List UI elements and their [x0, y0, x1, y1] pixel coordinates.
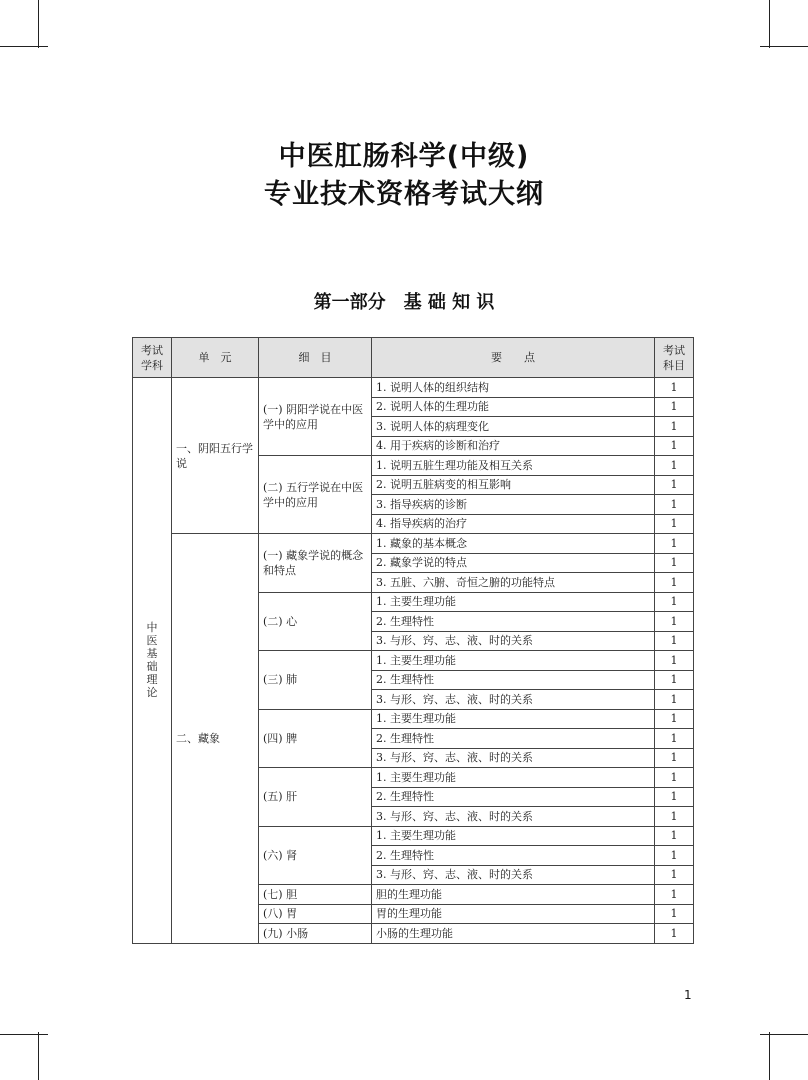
document-title-line-1: 中医肛肠科学(中级) [278, 141, 530, 172]
point-cell: 2. 生理特性 [372, 612, 655, 632]
level-cell: 1 [655, 378, 694, 398]
level-cell: 1 [655, 612, 694, 632]
point-cell: 4. 用于疾病的诊断和治疗 [372, 436, 655, 456]
table-header-row [133, 338, 694, 378]
level-cell: 1 [655, 553, 694, 573]
crop-mark-bottom-right [769, 1032, 770, 1080]
level-cell: 1 [655, 729, 694, 749]
crop-mark-bottom-left [0, 1034, 48, 1035]
detail-cell: (一) 阴阳学说在中医学中的应用 [259, 378, 372, 456]
point-cell: 2. 生理特性 [372, 670, 655, 690]
level-cell: 1 [655, 690, 694, 710]
point-cell: 2. 生理特性 [372, 846, 655, 866]
level-cell: 1 [655, 514, 694, 534]
level-cell: 1 [655, 592, 694, 612]
level-cell: 1 [655, 787, 694, 807]
point-cell: 胆的生理功能 [372, 885, 655, 905]
section-part: 第一部分 [313, 292, 386, 313]
point-cell: 1. 主要生理功能 [372, 768, 655, 788]
table-row [133, 378, 694, 398]
point-cell: 3. 与形、窍、志、液、时的关系 [372, 748, 655, 768]
point-cell: 2. 藏象学说的特点 [372, 553, 655, 573]
detail-cell: (二) 五行学说在中医学中的应用 [259, 456, 372, 534]
header-subject: 考试学科 [133, 338, 172, 378]
point-cell: 3. 与形、窍、志、液、时的关系 [372, 865, 655, 885]
detail-cell: (二) 心 [259, 592, 372, 651]
level-cell: 1 [655, 748, 694, 768]
section-name: 基 础 知 识 [403, 292, 495, 313]
header-unit: 单 元 [172, 338, 259, 378]
document-title-line-2: 专业技术资格考试大纲 [264, 179, 544, 210]
point-cell: 4. 指导疾病的治疗 [372, 514, 655, 534]
point-cell: 1. 主要生理功能 [372, 592, 655, 612]
level-cell: 1 [655, 495, 694, 515]
section-title [0, 288, 808, 314]
level-cell: 1 [655, 865, 694, 885]
point-cell: 1. 说明五脏生理功能及相互关系 [372, 456, 655, 476]
syllabus-table [132, 337, 694, 944]
point-cell: 3. 与形、窍、志、液、时的关系 [372, 807, 655, 827]
detail-cell: (三) 肺 [259, 651, 372, 710]
detail-cell: (一) 藏象学说的概念和特点 [259, 534, 372, 593]
level-cell: 1 [655, 475, 694, 495]
crop-mark-bottom-right [760, 1034, 808, 1035]
level-cell: 1 [655, 768, 694, 788]
level-cell: 1 [655, 651, 694, 671]
detail-cell: (五) 肝 [259, 768, 372, 827]
level-cell: 1 [655, 826, 694, 846]
point-cell: 1. 主要生理功能 [372, 709, 655, 729]
level-cell: 1 [655, 456, 694, 476]
point-cell: 3. 指导疾病的诊断 [372, 495, 655, 515]
point-cell: 胃的生理功能 [372, 904, 655, 924]
point-cell: 2. 说明人体的生理功能 [372, 397, 655, 417]
detail-cell: (六) 肾 [259, 826, 372, 885]
level-cell: 1 [655, 631, 694, 651]
point-cell: 3. 与形、窍、志、液、时的关系 [372, 690, 655, 710]
point-cell: 2. 生理特性 [372, 729, 655, 749]
header-points: 要 点 [372, 338, 655, 378]
table-row [133, 534, 694, 554]
level-cell: 1 [655, 534, 694, 554]
detail-cell: (七) 胆 [259, 885, 372, 905]
point-cell: 1. 主要生理功能 [372, 651, 655, 671]
level-cell: 1 [655, 709, 694, 729]
level-cell: 1 [655, 904, 694, 924]
detail-cell: (九) 小肠 [259, 924, 372, 944]
point-cell: 3. 说明人体的病理变化 [372, 417, 655, 437]
point-cell: 1. 藏象的基本概念 [372, 534, 655, 554]
subject-cell: 中医基础理论 [133, 378, 172, 944]
header-level: 考试科目 [655, 338, 694, 378]
crop-mark-top-right [760, 46, 808, 47]
page-number: 1 [684, 988, 692, 1002]
level-cell: 1 [655, 397, 694, 417]
level-cell: 1 [655, 436, 694, 456]
point-cell: 3. 五脏、六腑、奇恒之腑的功能特点 [372, 573, 655, 593]
detail-cell: (四) 脾 [259, 709, 372, 768]
point-cell: 1. 主要生理功能 [372, 826, 655, 846]
crop-mark-top-right [769, 0, 770, 48]
level-cell: 1 [655, 846, 694, 866]
unit-cell: 二、藏象 [172, 534, 259, 944]
level-cell: 1 [655, 670, 694, 690]
level-cell: 1 [655, 807, 694, 827]
unit-cell: 一、阴阳五行学说 [172, 378, 259, 534]
crop-mark-top-left [38, 0, 39, 48]
point-cell: 2. 生理特性 [372, 787, 655, 807]
header-detail: 细 目 [259, 338, 372, 378]
point-cell: 1. 说明人体的组织结构 [372, 378, 655, 398]
level-cell: 1 [655, 885, 694, 905]
point-cell: 2. 说明五脏病变的相互影响 [372, 475, 655, 495]
crop-mark-bottom-left [38, 1032, 39, 1080]
level-cell: 1 [655, 924, 694, 944]
detail-cell: (八) 胃 [259, 904, 372, 924]
point-cell: 小肠的生理功能 [372, 924, 655, 944]
level-cell: 1 [655, 573, 694, 593]
level-cell: 1 [655, 417, 694, 437]
crop-mark-top-left [0, 46, 48, 47]
point-cell: 3. 与形、窍、志、液、时的关系 [372, 631, 655, 651]
